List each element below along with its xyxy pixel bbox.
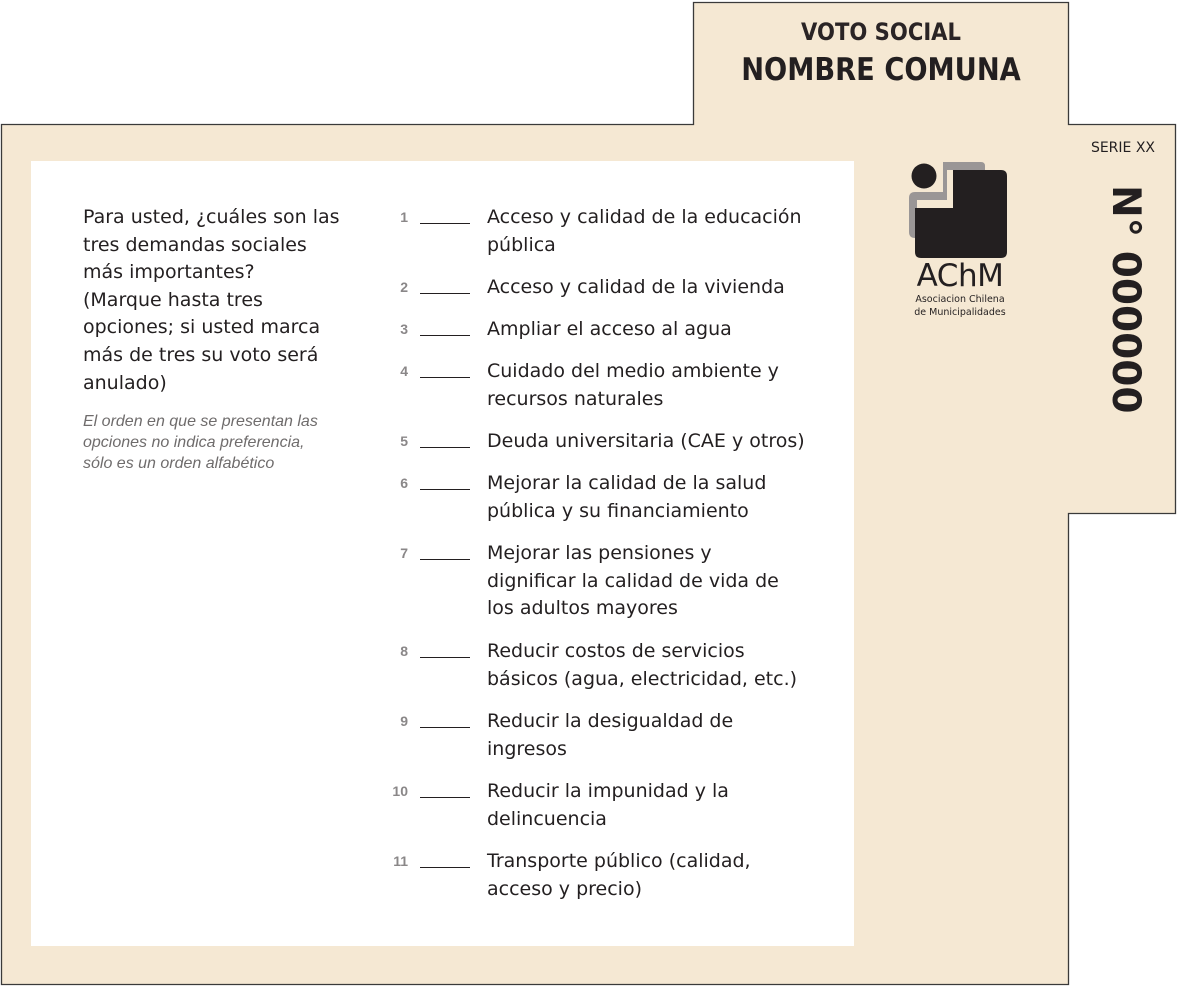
logo-subtitle: Asociacion Chilena de Municipalidades xyxy=(914,294,1006,318)
achm-logo-icon xyxy=(905,160,1015,260)
mark-line[interactable] xyxy=(420,559,470,560)
question-line: (Marque hasta tres xyxy=(83,288,263,311)
option-number: 9 xyxy=(400,713,408,729)
mark-line[interactable] xyxy=(420,447,470,448)
option-number: 1 xyxy=(400,209,408,225)
option-number: 3 xyxy=(400,321,408,337)
option-number: 8 xyxy=(400,643,408,659)
option-label: Deuda universitaria (CAE y otros) xyxy=(487,430,805,452)
mark-line[interactable] xyxy=(420,223,470,224)
question-line: más importantes? xyxy=(83,261,255,284)
mark-line[interactable] xyxy=(420,489,470,490)
mark-line[interactable] xyxy=(420,293,470,294)
mark-line[interactable] xyxy=(420,867,470,868)
option-label: Ampliar el acceso al agua xyxy=(487,318,732,340)
note-line: El orden en que se presentan las xyxy=(83,413,318,430)
option-number: 5 xyxy=(400,433,408,449)
option-number: 10 xyxy=(392,783,408,799)
question-line: más de tres su voto será xyxy=(83,343,319,366)
option-number: 11 xyxy=(393,853,408,869)
mark-line[interactable] xyxy=(420,335,470,336)
note-line: opciones no indica preferencia, xyxy=(83,434,305,451)
note-line: sólo es un orden alfabético xyxy=(83,455,275,472)
option-label: Cuidado del medio ambiente y recursos naturales xyxy=(487,360,779,410)
option-label: Reducir la desigualdad de ingresos xyxy=(487,710,734,760)
option-label: Reducir la impunidad y la delincuencia xyxy=(487,780,729,830)
question-line: opciones; si usted marca xyxy=(83,316,321,339)
option-label: Transporte público (calidad, acceso y precio) xyxy=(487,850,751,900)
ordering-note xyxy=(83,411,353,474)
option-label: Acceso y calidad de la vivienda xyxy=(487,276,785,298)
ballot-question xyxy=(83,204,363,397)
option-label: Reducir costos de servicios básicos (agua, electricidad, etc.) xyxy=(487,640,798,690)
option-label: Acceso y calidad de la educación pública xyxy=(487,206,802,256)
option-number: 7 xyxy=(400,545,408,561)
ballot-number: N° 000000 xyxy=(1103,185,1148,414)
mark-line[interactable] xyxy=(420,797,470,798)
commune-name: NOMBRE COMUNA xyxy=(741,52,1021,88)
mark-line[interactable] xyxy=(420,377,470,378)
serie-label: SERIE XX xyxy=(1090,140,1156,156)
ballot-kicker: VOTO SOCIAL xyxy=(801,18,961,46)
question-line: Para usted, ¿cuáles son las xyxy=(83,206,340,228)
option-label: Mejorar la calidad de la salud pública y su financiamiento xyxy=(487,472,767,522)
question-line: tres demandas sociales xyxy=(83,233,307,256)
option-number: 4 xyxy=(400,363,408,379)
option-label: Mejorar las pensiones y dignificar la calidad de vida de los adultos mayores xyxy=(487,542,779,620)
question-line: anulado) xyxy=(83,371,167,394)
mark-line[interactable] xyxy=(420,657,470,658)
mark-line[interactable] xyxy=(420,727,470,728)
logo-wordmark: AChM xyxy=(916,258,1004,294)
option-number: 2 xyxy=(400,279,408,295)
option-number: 6 xyxy=(400,475,408,491)
